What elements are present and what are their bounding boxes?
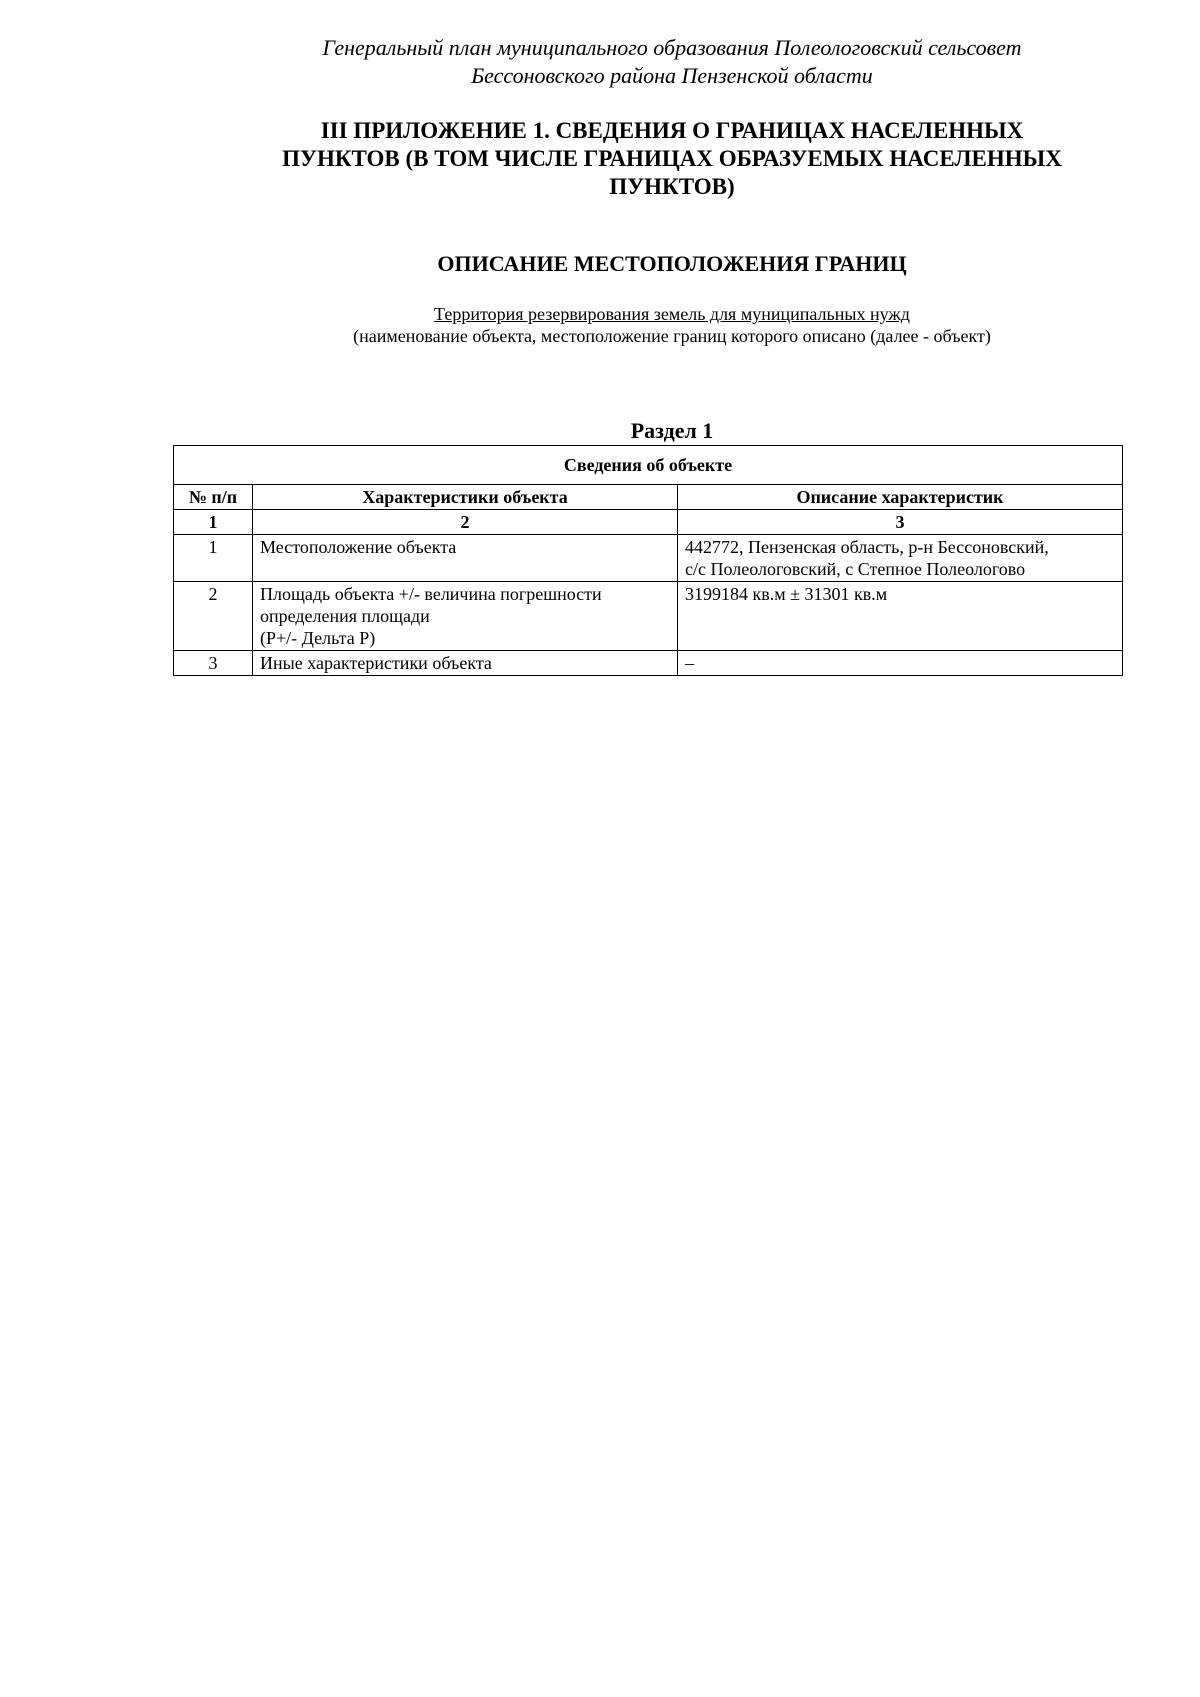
row-description <box>678 535 1123 582</box>
running-header <box>172 34 1172 90</box>
row-characteristic <box>253 651 678 676</box>
description-line: – <box>685 653 694 673</box>
object-name: Территория резервирования земель для муниципальных нужд <box>434 304 910 324</box>
header-number: № п/п <box>174 485 253 510</box>
column-number-2: 2 <box>253 510 678 535</box>
description-line: с/с Полеологовский, с Степное Полеологово <box>685 559 1026 579</box>
characteristic-line: Площадь объекта +/- величина погрешности <box>260 584 602 604</box>
row-characteristic <box>253 535 678 582</box>
row-number: 2 <box>174 582 253 651</box>
title-line-1: III ПРИЛОЖЕНИЕ 1. СВЕДЕНИЯ О ГРАНИЦАХ НАСЕЛЕННЫХ <box>320 118 1024 143</box>
table-column-numbers-row <box>174 510 1123 535</box>
row-number: 1 <box>174 535 253 582</box>
header-line-1: Генеральный план муниципального образования Полеологовский сельсовет <box>322 35 1022 60</box>
title-line-3: ПУНКТОВ) <box>609 174 735 199</box>
row-characteristic <box>253 582 678 651</box>
characteristic-line: Иные характеристики объекта <box>260 653 492 673</box>
table-row <box>174 582 1123 651</box>
row-description <box>678 582 1123 651</box>
table-caption: Сведения об объекте <box>174 446 1123 485</box>
header-line-2: Бессоновского района Пензенской области <box>471 63 873 88</box>
description-line: 442772, Пензенская область, р-н Бессоновский, <box>685 537 1049 557</box>
table-header-row <box>174 485 1123 510</box>
table-caption-row <box>174 446 1123 485</box>
header-characteristic: Характеристики объекта <box>253 485 678 510</box>
column-number-1: 1 <box>174 510 253 535</box>
column-number-3: 3 <box>678 510 1123 535</box>
characteristic-line: определения площади <box>260 606 430 626</box>
characteristic-line: Местоположение объекта <box>260 537 457 557</box>
appendix-title <box>172 117 1172 201</box>
boundaries-subtitle: ОПИСАНИЕ МЕСТОПОЛОЖЕНИЯ ГРАНИЦ <box>437 251 907 276</box>
characteristic-line: (Р+/- Дельта Р) <box>260 628 376 648</box>
row-number: 3 <box>174 651 253 676</box>
object-info-table <box>173 445 1123 676</box>
row-description <box>678 651 1123 676</box>
title-line-2: ПУНКТОВ (В ТОМ ЧИСЛЕ ГРАНИЦАХ ОБРАЗУЕМЫХ НАСЕЛЕННЫХ <box>282 146 1062 171</box>
object-name-block <box>172 303 1172 347</box>
header-description: Описание характеристик <box>678 485 1123 510</box>
table-row <box>174 651 1123 676</box>
object-name-caption: (наименование объекта, местоположение границ которого описано (далее - объект) <box>353 326 991 346</box>
description-line: 3199184 кв.м ± 31301 кв.м <box>685 584 888 604</box>
table-row <box>174 535 1123 582</box>
section-title: Раздел 1 <box>630 418 714 443</box>
